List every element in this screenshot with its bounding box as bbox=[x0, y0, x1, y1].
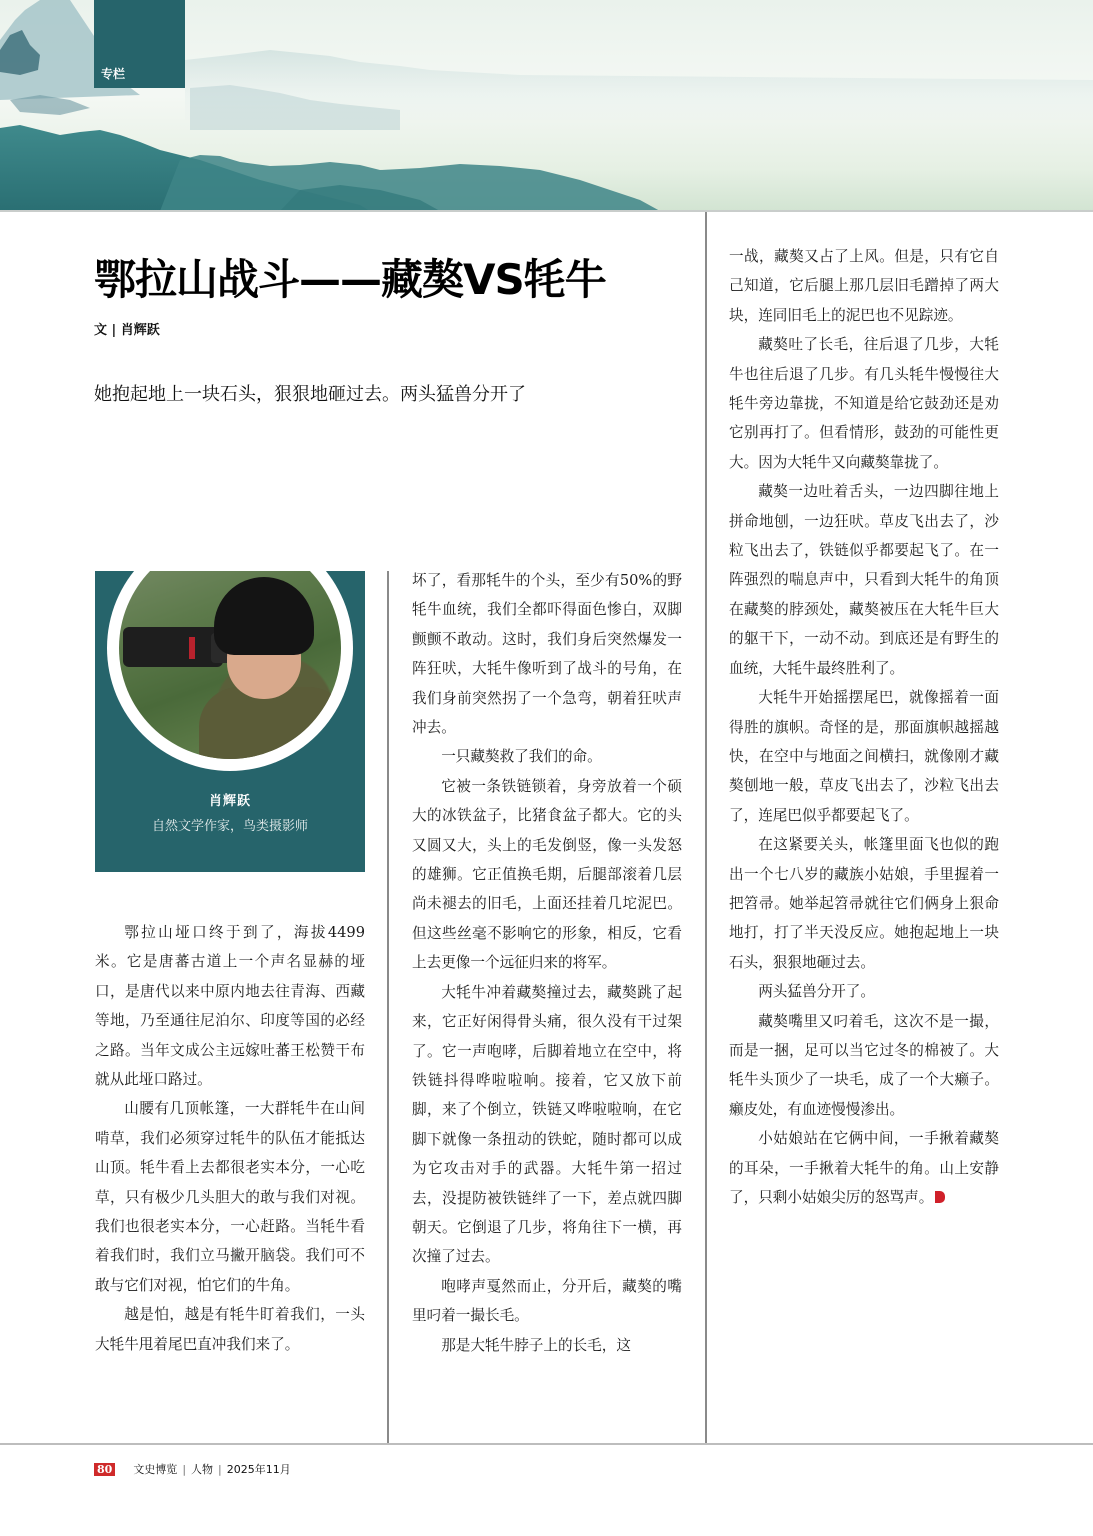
paragraph: 大牦牛冲着藏獒撞过去，藏獒跳了起来，它正好闲得骨头痛，很久没有干过架了。它一声咆哮，后脚着地立在空中，将铁链抖得哗啦啦响。接着，它又放下前脚，来了个倒立，铁链又哗啦啦响，在它脚下就像一条扭动的铁蛇，随时都可以成为它攻击对手的武器。大牦牛第一招过去，没提防被铁链绊了一下，差点就四脚朝天。它倒退了几步，将角往下一横，再次撞了过去。 bbox=[412, 983, 682, 1266]
end-of-article-icon bbox=[935, 1191, 945, 1203]
paragraph: 在这紧要关头，帐篷里面飞也似的跑出一个七八岁的藏族小姑娘，手里握着一把笤帚。她举起笤帚就往它们俩身上狠命地打，打了半天没反应。她抱起地上一块石头，狠狠地砸过去。 bbox=[729, 836, 999, 971]
section-tab bbox=[94, 0, 185, 88]
magazine-name: 文史博览 bbox=[133, 1463, 178, 1476]
camera-red-ring bbox=[189, 637, 195, 659]
author-name: 肖辉跃 bbox=[208, 794, 251, 809]
article-title: 鄂拉山战斗——藏獒VS牦牛 bbox=[94, 255, 606, 304]
paragraph: 两头猛兽分开了。 bbox=[758, 983, 875, 1001]
paragraph: 一只藏獒救了我们的命。 bbox=[441, 748, 602, 766]
section-label: 专栏 bbox=[101, 67, 126, 81]
paragraph: 那是大牦牛脖子上的长毛，这 bbox=[441, 1336, 631, 1354]
banner-bottom-rule bbox=[0, 210, 1093, 212]
paragraph: 藏獒嘴里又叼着毛，这次不是一撮，而是一捆，足可以当它过冬的棉被了。大牦牛头顶少了一块毛，成了一个大癞子。癞皮处，有血迹慢慢渗出。 bbox=[729, 1012, 999, 1118]
paragraph-last bbox=[729, 1124, 999, 1212]
paragraph: 它被一条铁链锁着，身旁放着一个硕大的冰铁盆子，比猪食盆子都大。它的头又圆又大，头上的毛发倒竖，像一头发怒的雄狮。它正值换毛期，后腿部滚着几层尚未褪去的旧毛，上面还挂着几坨泥巴。但这些丝毫不影响它的形象，相反，它看上去更像一个远征归来的将军。 bbox=[412, 777, 682, 972]
camera-shape bbox=[123, 627, 223, 667]
paragraph: 藏獒一边吐着舌头，一边四脚往地上拼命地刨，一边狂吠。草皮飞出去了，沙粒飞出去了，铁链似乎都要起飞了。在一阵强烈的喘息声中，只看到大牦牛的角顶在藏獒的脖颈处，藏獒被压在大牦牛巨大的躯干下，一动不动。到底还是有野生的血统，大牦牛最终胜利了。 bbox=[729, 483, 999, 677]
footer-issue: 2025年11月 bbox=[226, 1463, 291, 1476]
body-column-right bbox=[729, 242, 999, 1212]
paragraph: 藏獒吐了长毛，往后退了几步，大牦牛也往后退了几步。有几头牦牛慢慢往大牦牛旁边靠拢，不知道是给它鼓劲还是劝它别再打了。但看情形，鼓劲的可能性更大。因为大牦牛又向藏獒靠拢了。 bbox=[729, 336, 999, 471]
footer-separator: | bbox=[218, 1462, 222, 1476]
article-deck: 她抱起地上一块石头，狠狠地砸过去。两头猛兽分开了 bbox=[94, 384, 526, 405]
body-column-left bbox=[95, 918, 365, 1359]
footer-section: 人物 bbox=[191, 1463, 214, 1476]
page-number: 80 bbox=[94, 1463, 115, 1476]
author-hair-shape bbox=[214, 577, 314, 655]
page-footer bbox=[94, 1461, 291, 1477]
paragraph-continued: 坏了，看那牦牛的个头，至少有50%的野牦牛血统，我们全都吓得面色惨白，双脚颤颤不敢动。这时，我们身后突然爆发一阵狂吠，大牦牛像听到了战斗的号角，在我们身前突然拐了一个急弯，朝着狂吠声冲去。 bbox=[412, 572, 682, 737]
paragraph-continued: 一战，藏獒又占了上风。但是，只有它自己知道，它后腿上那几层旧毛蹭掉了两大块，连同旧毛上的泥巴也不见踪迹。 bbox=[729, 248, 999, 324]
paragraph-text: 小姑娘站在它俩中间，一手揪着藏獒的耳朵，一手揪着大牦牛的角。山上安静了，只剩小姑娘尖厉的怒骂声。 bbox=[729, 1130, 999, 1206]
paragraph: 鄂拉山垭口终于到了，海拔4499米。它是唐蕃古道上一个声名显赫的垭口，是唐代以来中原内地去往青海、西藏等地，乃至通往尼泊尔、印度等国的必经之路。当年文成公主远嫁吐蕃王松赞干布就从此垭口路过。 bbox=[95, 924, 365, 1089]
paragraph: 越是怕，越是有牦牛盯着我们，一头大牦牛甩着尾巴直冲我们来了。 bbox=[95, 1306, 365, 1353]
footer-rule bbox=[0, 1443, 1093, 1445]
author-card bbox=[95, 571, 365, 872]
author-description: 自然文学作家，鸟类摄影师 bbox=[151, 819, 308, 834]
column-divider-1 bbox=[387, 571, 389, 1443]
paragraph: 大牦牛开始摇摆尾巴，就像摇着一面得胜的旗帜。奇怪的是，那面旗帜越摇越快，在空中与地面之间横扫，就像刚才藏獒刨地一般，草皮飞出去了，沙粒飞出去了，连尾巴似乎都要起飞了。 bbox=[729, 689, 999, 824]
footer-separator: | bbox=[182, 1462, 187, 1476]
column-divider-2 bbox=[705, 212, 707, 1443]
paragraph: 咆哮声戛然而止，分开后，藏獒的嘴里叼着一撮长毛。 bbox=[412, 1277, 682, 1325]
article-byline: 文 | 肖辉跃 bbox=[94, 323, 160, 338]
paragraph: 山腰有几顶帐篷，一大群牦牛在山间啃草，我们必须穿过牦牛的队伍才能抵达山顶。牦牛看上去都很老实本分，一心吃草，只有极少几头胆大的敢与我们对视。我们也很老实本分，一心赶路。当牦牛看着我们时，我们立马撇开脑袋。我们可不敢与它们对视，怕它们的牛角。 bbox=[95, 1100, 365, 1294]
body-column-middle bbox=[412, 566, 682, 1360]
